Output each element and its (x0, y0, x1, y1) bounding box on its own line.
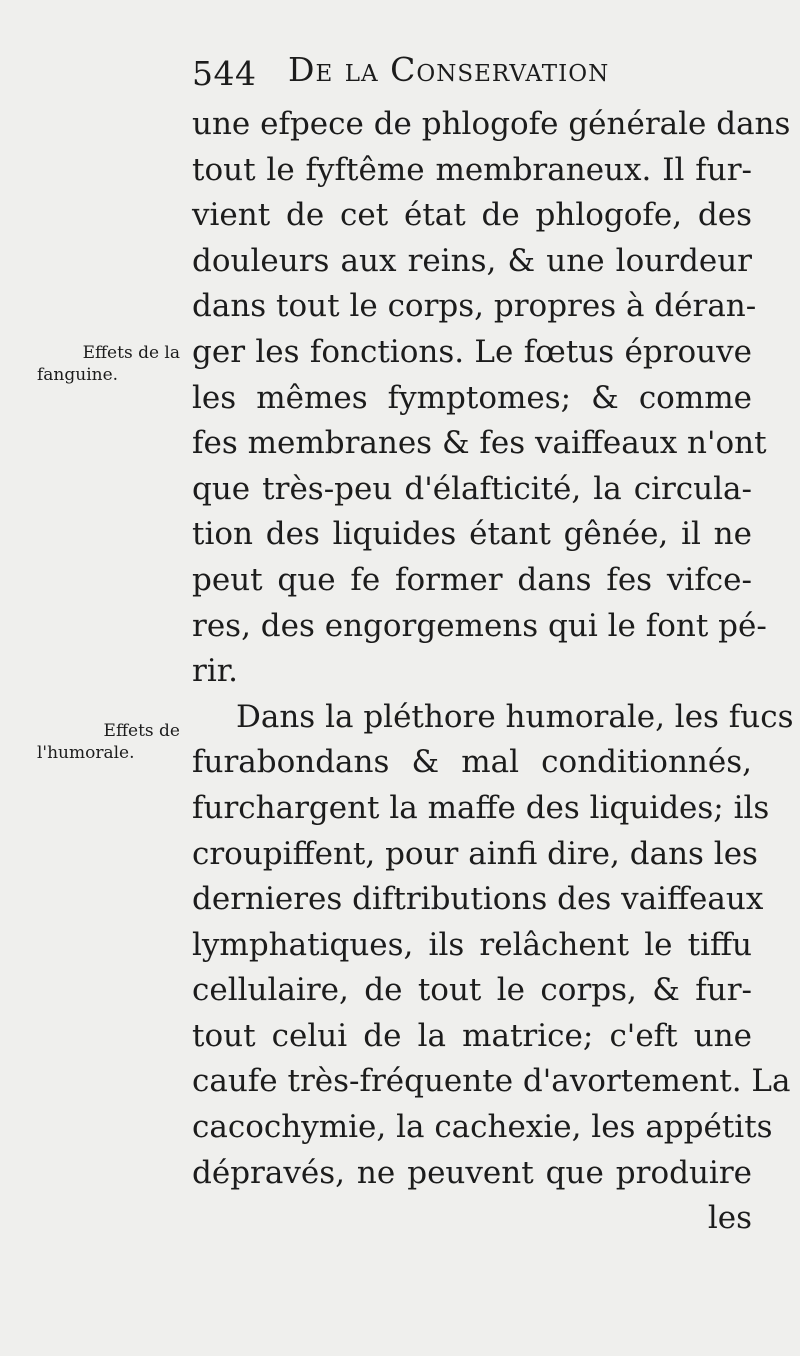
running-title: De la Conservation (288, 50, 610, 89)
margin-note-line: Effets de (103, 721, 180, 741)
text-line: les mêmes fymptomes; & comme (192, 379, 752, 416)
margin-note-line: l'humorale. (37, 743, 135, 763)
page-number: 544 (192, 54, 257, 93)
text-line: tout le fyftême membraneux. Il fur- (192, 151, 752, 188)
text-line: rir. (192, 653, 239, 690)
margin-note-humorale (37, 720, 180, 764)
text-line: que très-peu d'élafticité, la circula- (192, 470, 752, 507)
text-line: ger les fonctions. Le fœtus éprouve (192, 333, 752, 370)
text-line: croupiffent, pour ainfi dire, dans les (192, 835, 758, 872)
text-line: res, des engorgemens qui le font pé- (192, 607, 767, 644)
text-line: tion des liquides étant gênée, il ne (192, 516, 752, 553)
text-line: cellulaire, de tout le corps, & fur- (192, 972, 752, 1009)
text-line: dernieres diftributions des vaiffeaux (192, 881, 764, 918)
text-line: vient de cet état de phlogofe, des (192, 197, 752, 234)
text-line: lymphatiques, ils relâchent le tiffu (192, 926, 752, 963)
body-text (192, 102, 794, 1242)
text-line: caufe très-fréquente d'avortement. La (192, 1063, 791, 1100)
text-line: furchargent la maffe des liquides; ils (192, 789, 770, 826)
text-line: dans tout le corps, propres à déran- (192, 288, 757, 325)
margin-note-line: Effets de la (82, 343, 180, 363)
text-line: tout celui de la matrice; c'eft une (192, 1017, 752, 1054)
text-line: dépravés, ne peuvent que produire (192, 1154, 752, 1191)
text-line: Dans la pléthore humorale, les fucs (236, 698, 794, 735)
text-line: douleurs aux reins, & une lourdeur (192, 242, 752, 279)
margin-note-sanguine (37, 342, 180, 386)
catchword: les (707, 1200, 752, 1237)
text-line: cacochymie, la cachexie, les appétits (192, 1109, 773, 1146)
text-line: fes membranes & fes vaiffeaux n'ont (192, 425, 767, 462)
text-line: une efpece de phlogofe générale dans (192, 106, 791, 142)
margin-note-line: fanguine. (37, 365, 119, 385)
text-line: peut que fe former dans fes vifce- (192, 561, 752, 598)
page-header (192, 50, 752, 100)
text-line: furabondans & mal conditionnés, (192, 744, 752, 781)
